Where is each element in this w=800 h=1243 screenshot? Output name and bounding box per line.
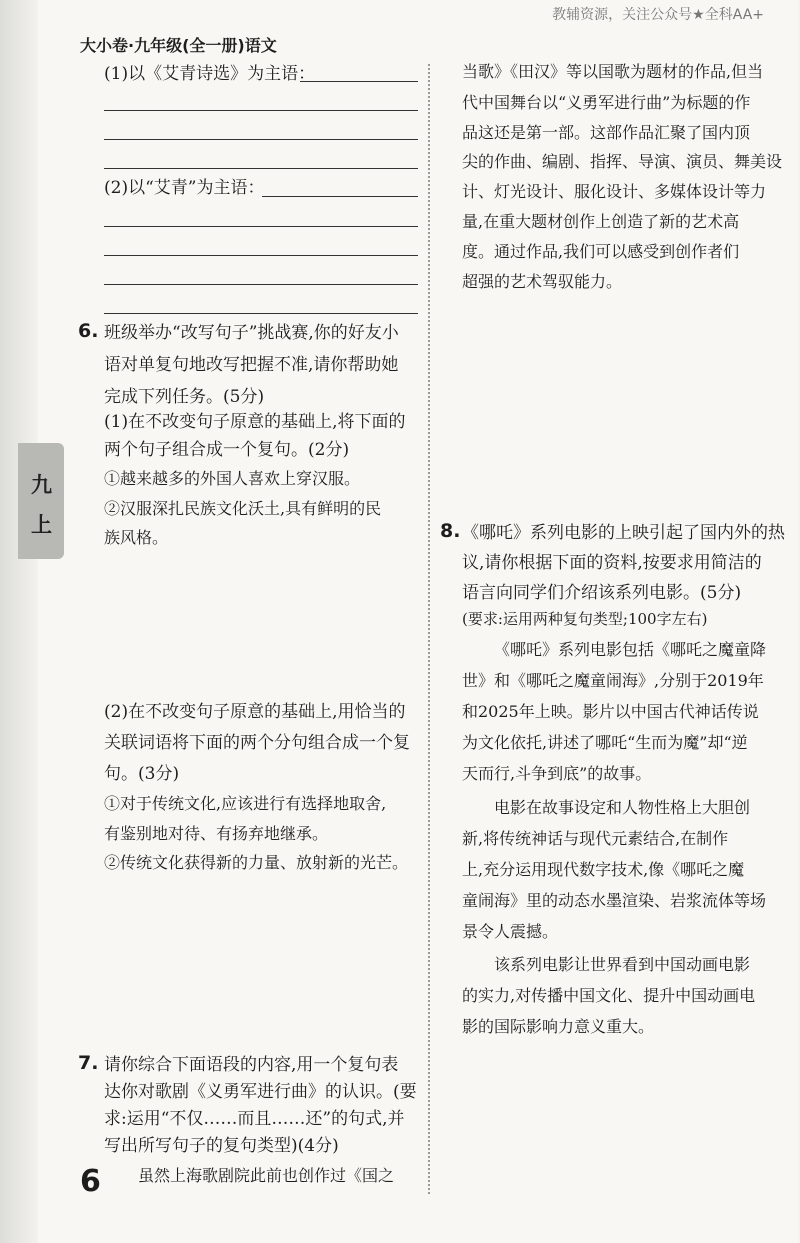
- page-number: 6: [80, 1164, 101, 1199]
- q8-material-line: 该系列电影让世界看到中国动画电影: [494, 955, 751, 974]
- column-divider: [428, 64, 430, 1194]
- answer-line[interactable]: [104, 284, 418, 285]
- grade-side-tab: [18, 443, 64, 559]
- q8-material-line: 电影在故事设定和人物性格上大胆创: [494, 798, 751, 817]
- answer-line[interactable]: [104, 139, 418, 140]
- q6-stem-line: 完成下列任务。(5分): [104, 387, 265, 407]
- q7-passage-line: 超强的艺术驾驭能力。: [462, 272, 623, 291]
- page-binding-shadow: [0, 0, 40, 1243]
- q6-stem-line: 班级举办“改写句子”挑战赛,你的好友小: [104, 323, 399, 343]
- question-number: 6.: [78, 320, 99, 342]
- q8-material-line: 新,将传统神话与现代元素结合,在制作: [462, 829, 729, 848]
- q8-material-line: 的实力,对传播中国文化、提升中国动画电: [462, 986, 756, 1005]
- q7-passage-line: 计、灯光设计、服化设计、多媒体设计等力: [462, 182, 767, 201]
- q8-material-line: 影的国际影响力意义重大。: [462, 1017, 655, 1036]
- q6-part2-sentence: ①对于传统文化,应该进行有选择地取舍,: [104, 794, 387, 813]
- side-tab-char: 上: [31, 512, 52, 537]
- q8-material-line: 世》和《哪吒之魔童闹海》,分别于2019年: [462, 671, 764, 690]
- answer-line[interactable]: [104, 313, 418, 314]
- q8-requirement: (要求:运用两种复句类型;100字左右): [462, 610, 708, 628]
- q8-material-line: 和2025年上映。影片以中国古代神话传说: [462, 702, 759, 721]
- q8-material-line: 《哪吒》系列电影包括《哪吒之魔童降: [494, 640, 767, 659]
- question-number: 7.: [78, 1052, 99, 1074]
- q7-passage-line: 代中国舞台以“义勇军进行曲”为标题的作: [462, 93, 751, 112]
- q7-stem-line: 达你对歌剧《义勇军进行曲》的认识。(要: [104, 1082, 417, 1102]
- answer-line[interactable]: [262, 196, 418, 197]
- q6-part1-line: 两个句子组合成一个复句。(2分): [104, 440, 350, 460]
- answer-line[interactable]: [104, 226, 418, 227]
- q8-material-line: 天而行,斗争到底”的故事。: [462, 764, 652, 783]
- q7-stem-line: 请你综合下面语段的内容,用一个复句表: [104, 1055, 399, 1075]
- q7-passage-line: 当歌》《田汉》等以国歌为题材的作品,但当: [462, 62, 764, 81]
- q6-part1-line: (1)在不改变句子原意的基础上,将下面的: [104, 412, 406, 432]
- q6-part2-line: 句。(3分): [104, 764, 180, 784]
- q5-part2-label: (2)以“艾青”为主语：: [104, 178, 265, 198]
- q7-passage-line: 品这还是第一部。这部作品汇聚了国内顶: [462, 123, 751, 142]
- q7-stem-line: 求:运用“不仅……而且……还”的句式,并: [104, 1109, 405, 1129]
- q6-part2-sentence: ②传统文化获得新的力量、放射新的光芒。: [104, 853, 409, 872]
- q7-passage-line: 尖的作曲、编剧、指挥、导演、演员、舞美设: [462, 152, 783, 171]
- side-tab-char: 九: [31, 472, 52, 497]
- running-header: 大小卷·九年级(全一册)语文: [80, 36, 277, 55]
- answer-line[interactable]: [104, 255, 418, 256]
- q6-part2-sentence: 有鉴别地对待、有扬弃地继承。: [104, 824, 329, 843]
- answer-line[interactable]: [104, 168, 418, 169]
- q7-passage-line: 量,在重大题材创作上创造了新的艺术高: [462, 212, 740, 231]
- answer-line[interactable]: [300, 81, 418, 82]
- q8-stem-line: 《哪吒》系列电影的上映引起了国内外的热: [462, 523, 785, 543]
- q8-stem-line: 议,请你根据下面的资料,按要求用简洁的: [462, 553, 762, 573]
- q7-stem-line: 写出所写句子的复句类型)(4分): [104, 1136, 339, 1156]
- q6-part1-sentence: ②汉服深扎民族文化沃土,具有鲜明的民: [104, 499, 382, 518]
- q6-part2-line: (2)在不改变句子原意的基础上,用恰当的: [104, 702, 406, 722]
- q6-stem-line: 语对单复句地改写把握不准,请你帮助她: [104, 355, 399, 375]
- watermark: 教辅资源，关注公众号★全科AA+: [552, 7, 764, 23]
- q6-part1-sentence: ①越来越多的外国人喜欢上穿汉服。: [104, 469, 361, 488]
- q8-material-line: 景令人震撼。: [462, 922, 559, 941]
- q7-passage-line: 度。通过作品,我们可以感受到创作者们: [462, 242, 740, 261]
- q8-material-line: 为文化依托,讲述了哪吒“生而为魔”却“逆: [462, 733, 748, 752]
- q6-part1-sentence: 族风格。: [104, 528, 169, 547]
- q8-material-line: 童闹海》里的动态水墨渲染、岩浆流体等场: [462, 891, 767, 910]
- q8-stem-line: 语言向同学们介绍该系列电影。(5分): [462, 583, 742, 603]
- q6-part2-line: 关联词语将下面的两个分句组合成一个复: [104, 733, 410, 753]
- q8-material-line: 上,充分运用现代数字技术,像《哪吒之魔: [462, 860, 745, 879]
- q7-passage-line: 虽然上海歌剧院此前也创作过《国之: [138, 1166, 395, 1185]
- q5-part1-label: (1)以《艾青诗选》为主语：: [104, 64, 316, 84]
- answer-line[interactable]: [104, 110, 418, 111]
- question-number: 8.: [440, 520, 461, 542]
